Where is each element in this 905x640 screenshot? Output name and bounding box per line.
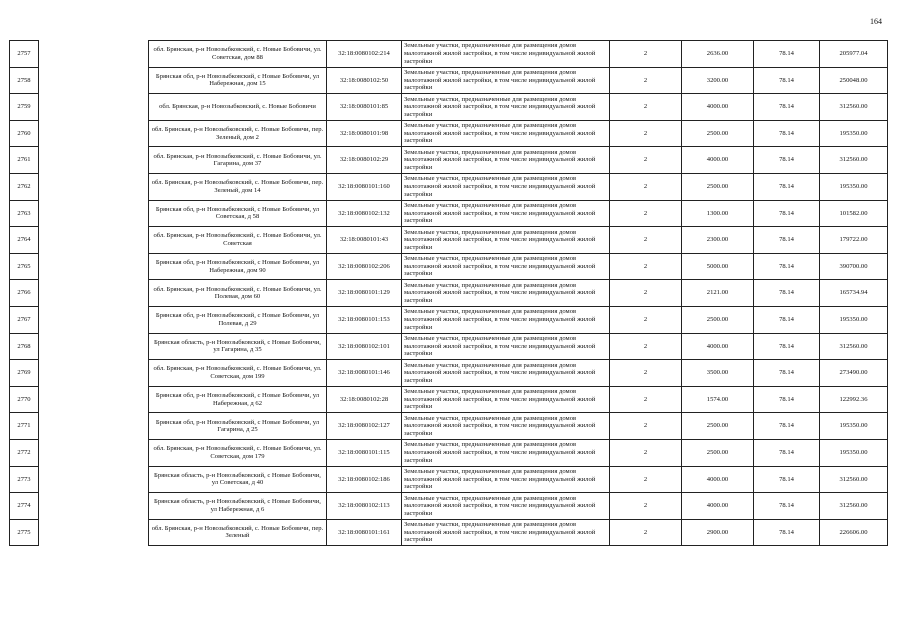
cadastral-value-cell: 312560.00 xyxy=(820,147,888,174)
row-number-cell: 2767 xyxy=(10,306,39,333)
category-code-cell: 2 xyxy=(610,41,682,68)
table-row xyxy=(10,413,888,440)
spacer-cell xyxy=(39,173,149,200)
rate-cell: 78.14 xyxy=(754,333,820,360)
cadastral-number-cell: 32:18:0080102:214 xyxy=(327,41,402,68)
cadastral-value-cell: 250048.00 xyxy=(820,67,888,94)
rate-cell: 78.14 xyxy=(754,94,820,121)
address-cell: обл. Брянская, р-н Новозыбковский, с. Новые Бобовичи, пер. Зеленый, дом 2 xyxy=(149,120,327,147)
category-code-cell: 2 xyxy=(610,173,682,200)
cadastral-value-cell: 195350.00 xyxy=(820,120,888,147)
spacer-cell xyxy=(39,67,149,94)
category-code-cell: 2 xyxy=(610,333,682,360)
area-cell: 4000.00 xyxy=(682,94,754,121)
table-row xyxy=(10,386,888,413)
address-cell: Брянская обл, р-н Новозыбковский, с Новые Бобовичи, ул Набережная, дом 90 xyxy=(149,253,327,280)
row-number-cell: 2775 xyxy=(10,519,39,546)
category-code-cell: 2 xyxy=(610,360,682,387)
cadastral-number-cell: 32:18:0080101:115 xyxy=(327,439,402,466)
rate-cell: 78.14 xyxy=(754,147,820,174)
rate-cell: 78.14 xyxy=(754,466,820,493)
cadastral-number-cell: 32:18:0080102:127 xyxy=(327,413,402,440)
rate-cell: 78.14 xyxy=(754,439,820,466)
rate-cell: 78.14 xyxy=(754,200,820,227)
land-use-cell: Земельные участки, предназначенные для размещения домов малоэтажной жилой застройки, в том числе индивидуальной жилой застройки xyxy=(402,41,610,68)
area-cell: 3200.00 xyxy=(682,67,754,94)
cadastral-value-cell: 122992.36 xyxy=(820,386,888,413)
category-code-cell: 2 xyxy=(610,253,682,280)
area-cell: 2500.00 xyxy=(682,413,754,440)
rate-cell: 78.14 xyxy=(754,120,820,147)
category-code-cell: 2 xyxy=(610,466,682,493)
category-code-cell: 2 xyxy=(610,94,682,121)
land-use-cell: Земельные участки, предназначенные для размещения домов малоэтажной жилой застройки, в том числе индивидуальной жилой застройки xyxy=(402,227,610,254)
spacer-cell xyxy=(39,253,149,280)
cadastral-number-cell: 32:18:0080102:101 xyxy=(327,333,402,360)
spacer-cell xyxy=(39,333,149,360)
address-cell: обл. Брянская, р-н Новозыбковский, с. Новые Бобовичи, ул. Советская xyxy=(149,227,327,254)
cadastral-number-cell: 32:18:0080102:113 xyxy=(327,493,402,520)
table-row xyxy=(10,227,888,254)
page-number: 164 xyxy=(870,17,882,26)
rate-cell: 78.14 xyxy=(754,413,820,440)
land-use-cell: Земельные участки, предназначенные для размещения домов малоэтажной жилой застройки, в том числе индивидуальной жилой застройки xyxy=(402,466,610,493)
category-code-cell: 2 xyxy=(610,519,682,546)
cadastral-value-cell: 312560.00 xyxy=(820,94,888,121)
area-cell: 4000.00 xyxy=(682,333,754,360)
category-code-cell: 2 xyxy=(610,493,682,520)
cadastral-number-cell: 32:18:0080101:146 xyxy=(327,360,402,387)
land-use-cell: Земельные участки, предназначенные для размещения домов малоэтажной жилой застройки, в том числе индивидуальной жилой застройки xyxy=(402,280,610,307)
area-cell: 4000.00 xyxy=(682,147,754,174)
cadastral-value-cell: 312560.00 xyxy=(820,333,888,360)
area-cell: 2500.00 xyxy=(682,306,754,333)
spacer-cell xyxy=(39,227,149,254)
row-number-cell: 2758 xyxy=(10,67,39,94)
land-use-cell: Земельные участки, предназначенные для размещения домов малоэтажной жилой застройки, в том числе индивидуальной жилой застройки xyxy=(402,386,610,413)
spacer-cell xyxy=(39,386,149,413)
spacer-cell xyxy=(39,466,149,493)
address-cell: обл. Брянская, р-н Новозыбковский, с. Новые Бобовичи, пер. Зеленый xyxy=(149,519,327,546)
table-row xyxy=(10,519,888,546)
category-code-cell: 2 xyxy=(610,147,682,174)
table-row xyxy=(10,147,888,174)
spacer-cell xyxy=(39,306,149,333)
rate-cell: 78.14 xyxy=(754,173,820,200)
area-cell: 1300.00 xyxy=(682,200,754,227)
address-cell: обл. Брянская, р-н Новозыбковский, с. Новые Бобовичи, ул. Полевая, дом 60 xyxy=(149,280,327,307)
area-cell: 2900.00 xyxy=(682,519,754,546)
row-number-cell: 2771 xyxy=(10,413,39,440)
category-code-cell: 2 xyxy=(610,439,682,466)
address-cell: обл. Брянская, р-н Новозыбковский, с. Новые Бобовичи, ул. Советская, дом 88 xyxy=(149,41,327,68)
spacer-cell xyxy=(39,493,149,520)
spacer-cell xyxy=(39,200,149,227)
row-number-cell: 2759 xyxy=(10,94,39,121)
row-number-cell: 2764 xyxy=(10,227,39,254)
address-cell: Брянская обл, р-н Новозыбковский, с Новые Бобовичи, ул Набережная, дом 15 xyxy=(149,67,327,94)
spacer-cell xyxy=(39,439,149,466)
row-number-cell: 2774 xyxy=(10,493,39,520)
cadastral-value-cell: 179722.00 xyxy=(820,227,888,254)
address-cell: Брянская обл, р-н Новозыбковский, с Новые Бобовичи, ул Гагарина, д 25 xyxy=(149,413,327,440)
address-cell: Брянская область, р-н Новозыбковский, с Новые Бобовичи, ул Гагарина, д 35 xyxy=(149,333,327,360)
table-row xyxy=(10,439,888,466)
land-use-cell: Земельные участки, предназначенные для размещения домов малоэтажной жилой застройки, в том числе индивидуальной жилой застройки xyxy=(402,439,610,466)
land-use-cell: Земельные участки, предназначенные для размещения домов малоэтажной жилой застройки, в том числе индивидуальной жилой застройки xyxy=(402,94,610,121)
cadastral-value-cell: 195350.00 xyxy=(820,413,888,440)
category-code-cell: 2 xyxy=(610,67,682,94)
row-number-cell: 2769 xyxy=(10,360,39,387)
cadastral-number-cell: 32:18:0080102:132 xyxy=(327,200,402,227)
table-row xyxy=(10,41,888,68)
cadastral-value-cell: 195350.00 xyxy=(820,173,888,200)
table-row xyxy=(10,466,888,493)
land-use-cell: Земельные участки, предназначенные для размещения домов малоэтажной жилой застройки, в том числе индивидуальной жилой застройки xyxy=(402,360,610,387)
category-code-cell: 2 xyxy=(610,386,682,413)
cadastral-number-cell: 32:18:0080102:28 xyxy=(327,386,402,413)
area-cell: 4000.00 xyxy=(682,466,754,493)
area-cell: 1574.00 xyxy=(682,386,754,413)
table-body xyxy=(10,41,888,546)
cadastral-value-cell: 273490.00 xyxy=(820,360,888,387)
address-cell: Брянская обл, р-н Новозыбковский, с Новые Бобовичи, ул Полевая, д 29 xyxy=(149,306,327,333)
land-use-cell: Земельные участки, предназначенные для размещения домов малоэтажной жилой застройки, в том числе индивидуальной жилой застройки xyxy=(402,200,610,227)
spacer-cell xyxy=(39,41,149,68)
table-row xyxy=(10,67,888,94)
row-number-cell: 2765 xyxy=(10,253,39,280)
table-row xyxy=(10,94,888,121)
cadastral-number-cell: 32:18:0080102:186 xyxy=(327,466,402,493)
row-number-cell: 2761 xyxy=(10,147,39,174)
cadastral-number-cell: 32:18:0080101:43 xyxy=(327,227,402,254)
address-cell: Брянская обл, р-н Новозыбковский, с Новые Бобовичи, ул Советская, д 58 xyxy=(149,200,327,227)
cadastral-number-cell: 32:18:0080101:153 xyxy=(327,306,402,333)
table-row xyxy=(10,253,888,280)
spacer-cell xyxy=(39,120,149,147)
cadastral-value-cell: 312560.00 xyxy=(820,493,888,520)
table-row xyxy=(10,306,888,333)
row-number-cell: 2766 xyxy=(10,280,39,307)
cadastral-value-cell: 165734.94 xyxy=(820,280,888,307)
cadastral-number-cell: 32:18:0080102:206 xyxy=(327,253,402,280)
cadastral-number-cell: 32:18:0080101:129 xyxy=(327,280,402,307)
cadastral-value-cell: 312560.00 xyxy=(820,466,888,493)
cadastral-value-cell: 205977.04 xyxy=(820,41,888,68)
area-cell: 2636.00 xyxy=(682,41,754,68)
cadastral-number-cell: 32:18:0080101:85 xyxy=(327,94,402,121)
area-cell: 2500.00 xyxy=(682,439,754,466)
rate-cell: 78.14 xyxy=(754,360,820,387)
cadastral-number-cell: 32:18:0080102:29 xyxy=(327,147,402,174)
address-cell: Брянская область, р-н Новозыбковский, с Новые Бобовичи, ул Советская, д 40 xyxy=(149,466,327,493)
address-cell: обл. Брянская, р-н Новозыбковский, с. Новые Бобовичи, ул. Советская, дом 179 xyxy=(149,439,327,466)
area-cell: 2500.00 xyxy=(682,173,754,200)
rate-cell: 78.14 xyxy=(754,386,820,413)
row-number-cell: 2770 xyxy=(10,386,39,413)
area-cell: 2500.00 xyxy=(682,120,754,147)
address-cell: Брянская обл, р-н Новозыбковский, с Новые Бобовичи, ул Набережная, д 62 xyxy=(149,386,327,413)
row-number-cell: 2768 xyxy=(10,333,39,360)
cadastral-value-cell: 101582.00 xyxy=(820,200,888,227)
cadastral-number-cell: 32:18:0080101:160 xyxy=(327,173,402,200)
row-number-cell: 2763 xyxy=(10,200,39,227)
address-cell: обл. Брянская, р-н Новозыбковский, с. Новые Бобовичи xyxy=(149,94,327,121)
table-row xyxy=(10,200,888,227)
cadastral-number-cell: 32:18:0080101:98 xyxy=(327,120,402,147)
rate-cell: 78.14 xyxy=(754,306,820,333)
row-number-cell: 2757 xyxy=(10,41,39,68)
rate-cell: 78.14 xyxy=(754,253,820,280)
land-use-cell: Земельные участки, предназначенные для размещения домов малоэтажной жилой застройки, в том числе индивидуальной жилой застройки xyxy=(402,519,610,546)
category-code-cell: 2 xyxy=(610,280,682,307)
table-row xyxy=(10,360,888,387)
row-number-cell: 2762 xyxy=(10,173,39,200)
land-use-cell: Земельные участки, предназначенные для размещения домов малоэтажной жилой застройки, в том числе индивидуальной жилой застройки xyxy=(402,413,610,440)
cadastral-value-cell: 390700.00 xyxy=(820,253,888,280)
table-row xyxy=(10,333,888,360)
rate-cell: 78.14 xyxy=(754,280,820,307)
land-use-cell: Земельные участки, предназначенные для размещения домов малоэтажной жилой застройки, в том числе индивидуальной жилой застройки xyxy=(402,253,610,280)
cadastral-value-cell: 195350.00 xyxy=(820,306,888,333)
area-cell: 2300.00 xyxy=(682,227,754,254)
land-use-cell: Земельные участки, предназначенные для размещения домов малоэтажной жилой застройки, в том числе индивидуальной жилой застройки xyxy=(402,493,610,520)
spacer-cell xyxy=(39,280,149,307)
category-code-cell: 2 xyxy=(610,306,682,333)
rate-cell: 78.14 xyxy=(754,227,820,254)
row-number-cell: 2773 xyxy=(10,466,39,493)
row-number-cell: 2760 xyxy=(10,120,39,147)
table-row xyxy=(10,493,888,520)
row-number-cell: 2772 xyxy=(10,439,39,466)
table-row xyxy=(10,280,888,307)
land-use-cell: Земельные участки, предназначенные для размещения домов малоэтажной жилой застройки, в том числе индивидуальной жилой застройки xyxy=(402,306,610,333)
land-use-cell: Земельные участки, предназначенные для размещения домов малоэтажной жилой застройки, в том числе индивидуальной жилой застройки xyxy=(402,120,610,147)
spacer-cell xyxy=(39,94,149,121)
category-code-cell: 2 xyxy=(610,413,682,440)
address-cell: обл. Брянская, р-н Новозыбковский, с. Новые Бобовичи, ул. Советская, дом 199 xyxy=(149,360,327,387)
spacer-cell xyxy=(39,519,149,546)
table-row xyxy=(10,173,888,200)
table-row xyxy=(10,120,888,147)
cadastral-number-cell: 32:18:0080101:161 xyxy=(327,519,402,546)
spacer-cell xyxy=(39,360,149,387)
spacer-cell xyxy=(39,147,149,174)
category-code-cell: 2 xyxy=(610,120,682,147)
land-use-cell: Земельные участки, предназначенные для размещения домов малоэтажной жилой застройки, в том числе индивидуальной жилой застройки xyxy=(402,333,610,360)
rate-cell: 78.14 xyxy=(754,519,820,546)
address-cell: Брянская область, р-н Новозыбковский, с Новые Бобовичи, ул Набережная, д 6 xyxy=(149,493,327,520)
cadastral-number-cell: 32:18:0080102:50 xyxy=(327,67,402,94)
area-cell: 3500.00 xyxy=(682,360,754,387)
cadastral-value-cell: 226606.00 xyxy=(820,519,888,546)
area-cell: 4000.00 xyxy=(682,493,754,520)
address-cell: обл. Брянская, р-н Новозыбковский, с. Новые Бобовичи, ул. Гагарина, дом 37 xyxy=(149,147,327,174)
rate-cell: 78.14 xyxy=(754,493,820,520)
category-code-cell: 2 xyxy=(610,227,682,254)
area-cell: 5000.00 xyxy=(682,253,754,280)
area-cell: 2121.00 xyxy=(682,280,754,307)
cadastral-value-cell: 195350.00 xyxy=(820,439,888,466)
rate-cell: 78.14 xyxy=(754,41,820,68)
spacer-cell xyxy=(39,413,149,440)
land-plots-table xyxy=(9,40,888,546)
address-cell: обл. Брянская, р-н Новозыбковский, с. Новые Бобовичи, пер. Зеленый, дом 14 xyxy=(149,173,327,200)
category-code-cell: 2 xyxy=(610,200,682,227)
land-use-cell: Земельные участки, предназначенные для размещения домов малоэтажной жилой застройки, в том числе индивидуальной жилой застройки xyxy=(402,173,610,200)
land-use-cell: Земельные участки, предназначенные для размещения домов малоэтажной жилой застройки, в том числе индивидуальной жилой застройки xyxy=(402,147,610,174)
land-use-cell: Земельные участки, предназначенные для размещения домов малоэтажной жилой застройки, в том числе индивидуальной жилой застройки xyxy=(402,67,610,94)
rate-cell: 78.14 xyxy=(754,67,820,94)
